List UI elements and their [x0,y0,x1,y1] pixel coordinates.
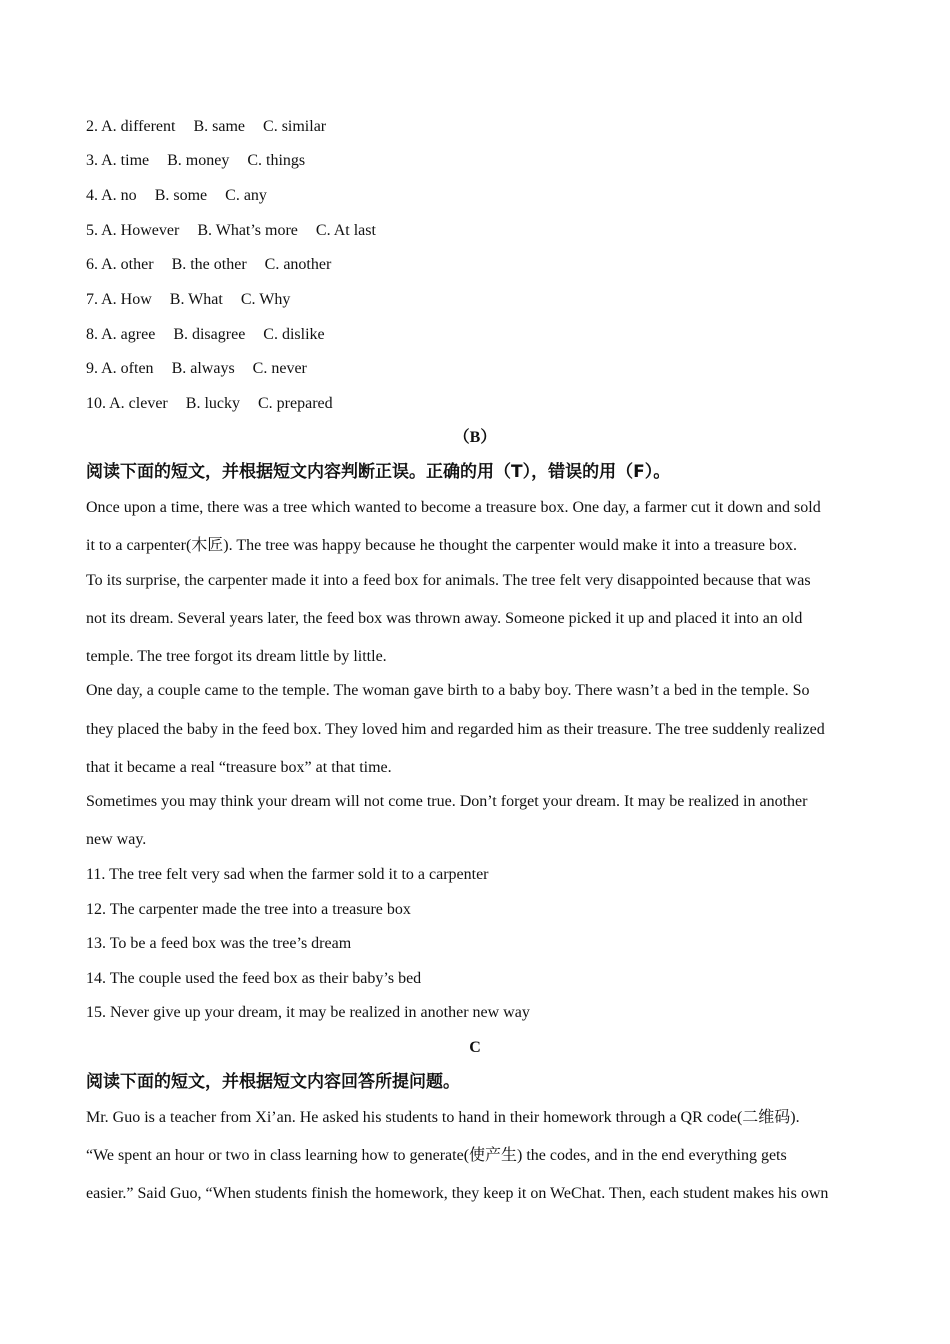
choice-line: 8. A. agree B. disagree C. dislike [86,326,325,343]
passage-line: Mr. Guo is a teacher from Xi’an. He asked his students to hand in their homework through a QR code(二维码). [86,1109,800,1126]
choice-line: 3. A. time B. money C. things [86,152,306,169]
passage-line: new way. [86,831,147,848]
section-c-instruction: 阅读下面的短文，并根据短文内容回答所提问题。 [86,1072,460,1092]
question-item: 15. Never give up your dream, it may be realized in another new way [86,1004,530,1021]
passage-line: temple. The tree forgot its dream little by little. [86,648,387,665]
section-c-heading: C [469,1039,481,1056]
passage-line: “We spent an hour or two in class learning how to generate(使产生) the codes, and in the end everything gets [86,1147,787,1164]
passage-line: they placed the baby in the feed box. They loved him and regarded him as their treasure. The tree suddenly realized [86,721,825,738]
choice-line: 5. A. However B. What’s more C. At last [86,222,376,239]
question-item: 14. The couple used the feed box as their baby’s bed [86,970,422,987]
choice-line: 7. A. How B. What C. Why [86,291,291,308]
choice-line: 2. A. different B. same C. similar [86,118,327,135]
choice-line: 4. A. no B. some C. any [86,187,267,204]
passage-line: not its dream. Several years later, the feed box was thrown away. Someone picked it up and placed it into an old [86,610,803,627]
choice-line: 6. A. other B. the other C. another [86,256,332,273]
section-b-instruction: 阅读下面的短文，并根据短文内容判断正误。正确的用（T），错误的用（F）。 [86,462,671,482]
passage-line: Once upon a time, there was a tree which wanted to become a treasure box. One day, a farmer cut it down and sold [86,499,821,516]
question-item: 13. To be a feed box was the tree’s dream [86,935,352,952]
choice-line: 10. A. clever B. lucky C. prepared [86,395,333,412]
passage-line: Sometimes you may think your dream will not come true. Don’t forget your dream. It may be realized in another [86,793,808,810]
passage-line: To its surprise, the carpenter made it into a feed box for animals. The tree felt very disappointed because that was [86,572,811,589]
passage-line: easier.” Said Guo, “When students finish the homework, they keep it on WeChat. Then, each student makes his own [86,1185,829,1202]
choice-line: 9. A. often B. always C. never [86,360,307,377]
passage-line: that it became a real “treasure box” at that time. [86,759,392,776]
passage-line: One day, a couple came to the temple. The woman gave birth to a baby boy. There wasn’t a bed in the temple. So [86,682,810,699]
section-b-heading: （B） [453,429,497,446]
passage-line: it to a carpenter(木匠). The tree was happy because he thought the carpenter would make it into a treasure box. [86,537,797,554]
question-item: 11. The tree felt very sad when the farmer sold it to a carpenter [86,866,489,883]
question-item: 12. The carpenter made the tree into a treasure box [86,901,411,918]
